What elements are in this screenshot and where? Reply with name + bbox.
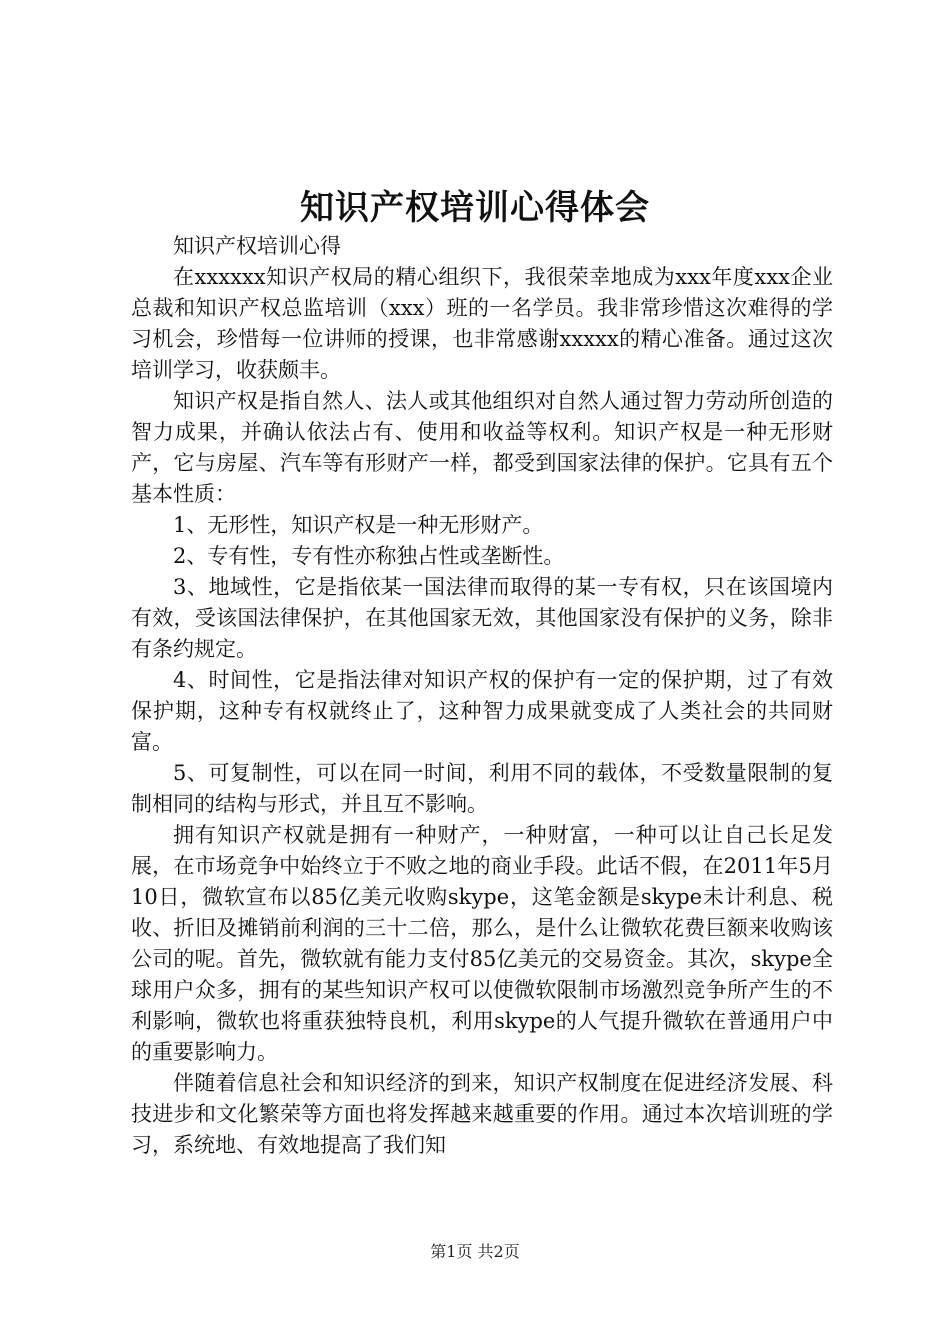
paragraph: 知识产权是指自然人、法人或其他组织对自然人通过智力劳动所创造的智力成果，并确认依法占有、使用和收益等权利。知识产权是一种无形财产，它与房屋、汽车等有形财产一样，都受到国家法律的保护。它具有五个基本性质： (131, 389, 833, 506)
list-item-paragraph: 3、地域性，它是指依某一国法律而取得的某一专有权，只在该国境内有效，受该国法律保护，在其他国家无效，其他国家没有保护的义务，除非有条约规定。 (131, 575, 833, 661)
document-body (131, 231, 833, 1161)
list-item-paragraph: 1、无形性，知识产权是一种无形财产。 (173, 513, 544, 537)
paragraph: 伴随着信息社会和知识经济的到来，知识产权制度在促进经济发展、科技进步和文化繁荣等方面也将发挥越来越重要的作用。通过本次培训班的学习，系统地、有效地提高了我们知 (131, 1071, 833, 1157)
page-number-footer: 第1页 共2页 (430, 1242, 520, 1261)
list-item-paragraph: 2、专有性，专有性亦称独占性或垄断性。 (173, 544, 565, 568)
paragraph: 拥有知识产权就是拥有一种财产，一种财富，一种可以让自己长足发展，在市场竞争中始终立于不败之地的商业手段。此话不假，在2011年5月10日，微软宣布以85亿美元收购skype，这笔金额是skype未计利息、税收、折旧及摊销前利润的三十二倍，那么，是什么让微软花费巨额来收购该公司的呢。首先，微软就有能力支付85亿美元的交易资金。其次，skype全球用户众多，拥有的某些知识产权可以使微软限制市场激烈竞争所产生的不利影响，微软也将重获独特良机，利用skype的人气提升微软在普通用户中的重要影响力。 (131, 823, 833, 1064)
paragraph-subtitle: 知识产权培训心得 (173, 234, 341, 258)
document-title: 知识产权培训心得体会 (300, 188, 650, 228)
list-item-paragraph: 5、可复制性，可以在同一时间，利用不同的载体，不受数量限制的复制相同的结构与形式，并且互不影响。 (131, 761, 833, 816)
paragraph: 在xxxxxx知识产权局的精心组织下，我很荣幸地成为xxx年度xxx企业总裁和知识产权总监培训（xxx）班的一名学员。我非常珍惜这次难得的学习机会，珍惜每一位讲师的授课，也非常感谢xxxxx的精心准备。通过这次培训学习，收获颇丰。 (131, 265, 833, 382)
list-item-paragraph: 4、时间性，它是指法律对知识产权的保护有一定的保护期，过了有效保护期，这种专有权就终止了，这种智力成果就变成了人类社会的共同财富。 (131, 668, 833, 754)
